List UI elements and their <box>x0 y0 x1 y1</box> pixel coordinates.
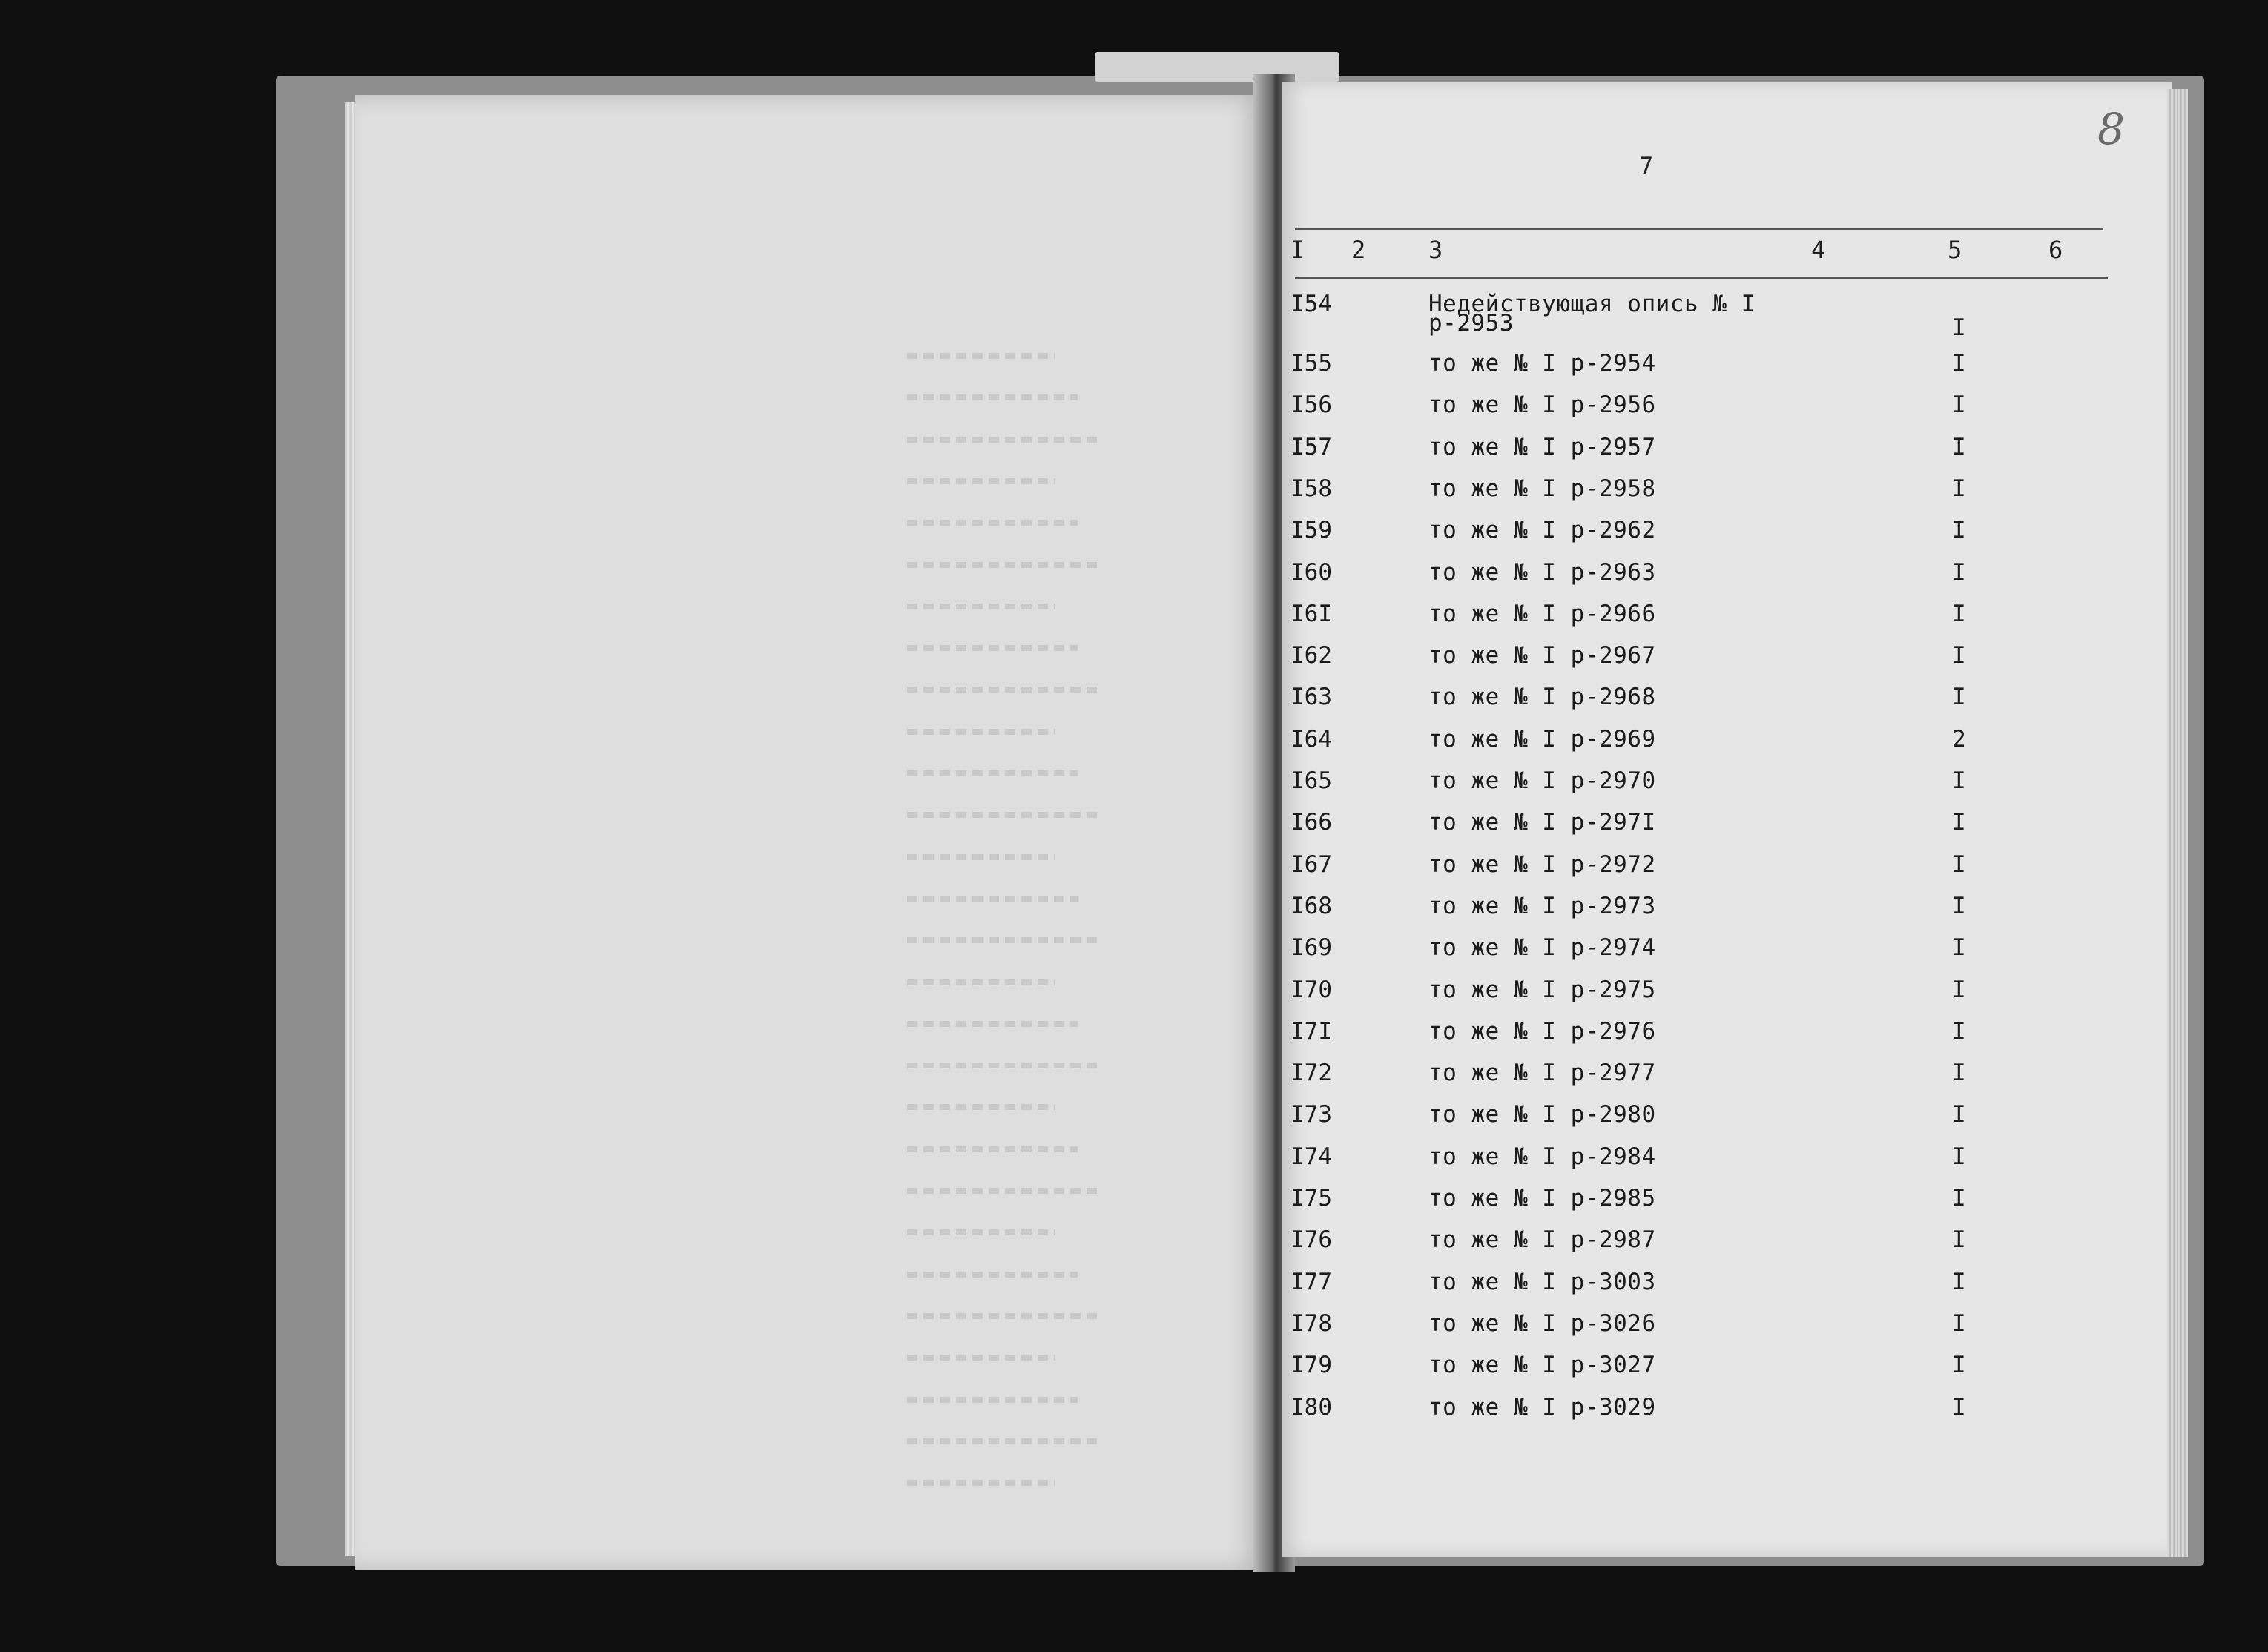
row-description: то же № I р-2969 <box>1428 725 1656 753</box>
row-number: I68 <box>1290 892 1332 919</box>
left-page-blank <box>355 95 1263 1570</box>
bleed-through-line <box>907 1397 1078 1403</box>
row-number: I73 <box>1290 1101 1332 1129</box>
row-number: I63 <box>1290 684 1332 711</box>
row-number: I77 <box>1290 1268 1332 1295</box>
row-column-5-value: I <box>1952 892 1966 919</box>
bleed-through-line <box>907 687 1100 693</box>
row-column-5-value: I <box>1952 1185 1966 1212</box>
row-column-5-value: I <box>1952 1268 1966 1295</box>
row-column-5-value: I <box>1952 1393 1966 1421</box>
row-description-continued: р-2953 <box>1428 310 1514 337</box>
row-column-5-value: I <box>1952 767 1966 794</box>
row-number: I60 <box>1290 558 1332 586</box>
row-column-5-value: I <box>1952 600 1966 627</box>
row-number: I70 <box>1290 976 1332 1003</box>
row-description: то же № I р-3003 <box>1428 1268 1656 1295</box>
bleed-through-line <box>907 1355 1055 1361</box>
row-number: I55 <box>1290 350 1332 377</box>
row-description: то же № I р-2972 <box>1428 850 1656 878</box>
row-column-5-value: 2 <box>1952 725 1966 753</box>
row-description: то же № I р-2985 <box>1428 1185 1656 1212</box>
row-number: I79 <box>1290 1352 1332 1379</box>
row-column-5-value: I <box>1952 517 1966 544</box>
row-number: I58 <box>1290 475 1332 502</box>
row-description: то же № I р-2973 <box>1428 892 1656 919</box>
row-column-5-value: I <box>1952 475 1966 502</box>
row-number: I59 <box>1290 517 1332 544</box>
row-column-5-value: I <box>1952 314 1966 341</box>
row-number: I64 <box>1290 725 1332 753</box>
column-header-2: 2 <box>1351 236 1366 264</box>
column-header-5: 5 <box>1948 236 1962 264</box>
row-description: то же № I р-3027 <box>1428 1352 1656 1379</box>
row-number: I67 <box>1290 850 1332 878</box>
right-page-edges <box>2167 89 2188 1557</box>
row-number: I56 <box>1290 391 1332 419</box>
row-number: I66 <box>1290 809 1332 836</box>
header-rule-bottom <box>1295 277 2108 279</box>
row-column-5-value: I <box>1952 1017 1966 1045</box>
row-number: I80 <box>1290 1393 1332 1421</box>
row-description: то же № I р-2974 <box>1428 934 1656 962</box>
row-description: то же № I р-2987 <box>1428 1226 1656 1254</box>
bleed-through-line <box>907 1272 1078 1278</box>
row-number: I62 <box>1290 642 1332 670</box>
row-column-5-value: I <box>1952 850 1966 878</box>
bleed-through-line <box>907 1313 1100 1319</box>
column-header-6: 6 <box>2048 236 2063 264</box>
row-description: то же № I р-3026 <box>1428 1309 1656 1337</box>
folio-number: 8 <box>2097 104 2125 154</box>
row-description: то же № I р-2970 <box>1428 767 1656 794</box>
row-description: то же № I р-2962 <box>1428 517 1656 544</box>
row-description: то же № I р-3029 <box>1428 1393 1656 1421</box>
bleed-through-line <box>907 1021 1078 1027</box>
bleed-through-line <box>907 520 1078 526</box>
row-column-5-value: I <box>1952 1101 1966 1129</box>
bleed-through-line <box>907 394 1078 400</box>
bleed-through-line <box>907 854 1055 860</box>
row-description: то же № I р-2980 <box>1428 1101 1656 1129</box>
row-description: то же № I р-2956 <box>1428 391 1656 419</box>
bleed-through-line <box>907 1480 1055 1486</box>
row-column-5-value: I <box>1952 1226 1966 1254</box>
spine-tab <box>1095 52 1339 82</box>
row-description: то же № I р-2958 <box>1428 475 1656 502</box>
row-column-5-value: I <box>1952 642 1966 670</box>
row-number: I69 <box>1290 934 1332 962</box>
row-description: Недействующая опись № I <box>1428 291 1756 317</box>
row-number: I72 <box>1290 1060 1332 1087</box>
row-column-5-value: I <box>1952 433 1966 460</box>
row-description: то же № I р-2975 <box>1428 976 1656 1003</box>
row-description: то же № I р-2967 <box>1428 642 1656 670</box>
bleed-through-line <box>907 1104 1055 1110</box>
row-number: I76 <box>1290 1226 1332 1254</box>
row-number: I7I <box>1290 1017 1332 1045</box>
bleed-through-line <box>907 562 1100 568</box>
row-description: то же № I р-2968 <box>1428 684 1656 711</box>
row-column-5-value: I <box>1952 976 1966 1003</box>
bleed-through-line <box>907 604 1055 609</box>
row-description: то же № I р-2963 <box>1428 558 1656 586</box>
row-column-5-value: I <box>1952 1143 1966 1170</box>
bleed-through-line <box>907 896 1078 902</box>
bleed-through-line <box>907 937 1100 943</box>
row-description: то же № I р-2977 <box>1428 1060 1656 1087</box>
row-column-5-value: I <box>1952 934 1966 962</box>
bleed-through-line <box>907 353 1055 359</box>
bleed-through-line <box>907 1229 1055 1235</box>
bleed-through-line <box>907 979 1055 985</box>
row-number: I65 <box>1290 767 1332 794</box>
row-number: I74 <box>1290 1143 1332 1170</box>
row-description: то же № I р-2957 <box>1428 433 1656 460</box>
bleed-through-line <box>907 1438 1100 1444</box>
column-header-4: 4 <box>1811 236 1826 264</box>
bleed-through-line <box>907 770 1078 776</box>
bleed-through-line <box>907 812 1100 818</box>
bleed-through-line <box>907 1188 1100 1194</box>
bleed-through-line <box>907 645 1078 651</box>
row-description: то же № I р-2976 <box>1428 1017 1656 1045</box>
bleed-through-line <box>907 437 1100 443</box>
row-column-5-value: I <box>1952 1309 1966 1337</box>
header-rule-top <box>1295 228 2103 230</box>
column-header-3: 3 <box>1428 236 1443 264</box>
row-column-5-value: I <box>1952 809 1966 836</box>
row-description: то же № I р-2966 <box>1428 600 1656 627</box>
row-description: то же № I р-2954 <box>1428 350 1656 377</box>
row-column-5-value: I <box>1952 1352 1966 1379</box>
column-header-1: I <box>1290 236 1305 264</box>
bleed-through-line <box>907 729 1055 735</box>
row-description: то же № I р-297I <box>1428 809 1656 836</box>
row-column-5-value: I <box>1952 350 1966 377</box>
row-column-5-value: I <box>1952 558 1966 586</box>
page-number: 7 <box>1639 152 1654 180</box>
row-number: I6I <box>1290 600 1332 627</box>
row-column-5-value: I <box>1952 1060 1966 1087</box>
row-number: I54 <box>1290 291 1332 317</box>
row-column-5-value: I <box>1952 391 1966 419</box>
row-number: I75 <box>1290 1185 1332 1212</box>
bleed-through-line <box>907 478 1055 484</box>
bleed-through-line <box>907 1063 1100 1068</box>
row-number: I78 <box>1290 1309 1332 1337</box>
row-description: то же № I р-2984 <box>1428 1143 1656 1170</box>
row-number: I57 <box>1290 433 1332 460</box>
row-column-5-value: I <box>1952 684 1966 711</box>
bleed-through-line <box>907 1146 1078 1152</box>
